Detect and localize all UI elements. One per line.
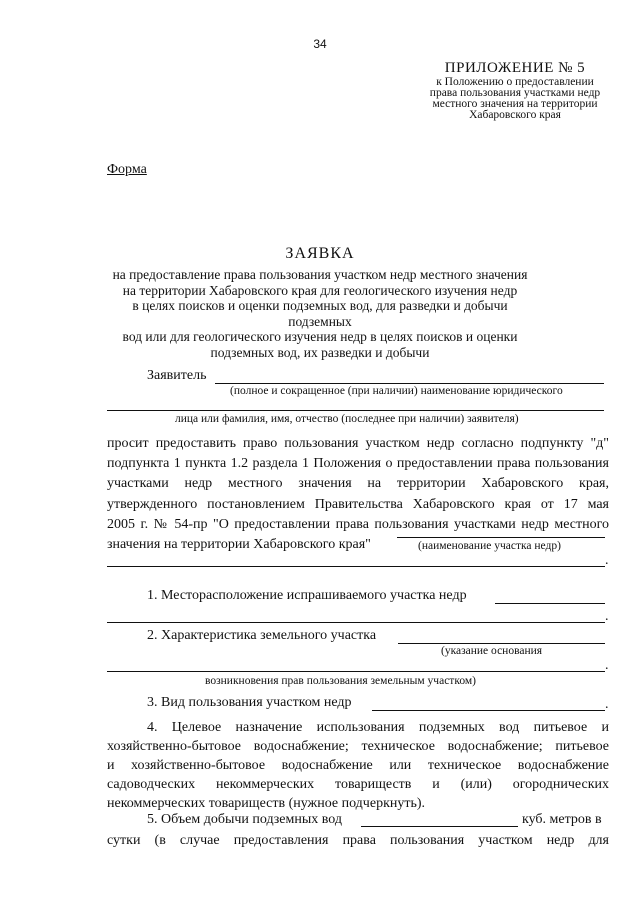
period: . [605, 609, 609, 624]
request-line: участками недр местного значения на территории Хабаровского края, [107, 476, 609, 492]
item4-line: садоводческих некоммерческих товариществ и (или) огороднических [107, 777, 609, 792]
item2-field[interactable] [398, 643, 605, 644]
item4-line: хозяйственно-бытовое водоснабжение; техническое водоснабжение; питьевое [107, 739, 609, 754]
page-number: 34 [313, 37, 327, 51]
document-subtitle [100, 267, 540, 360]
form-label: Форма [107, 162, 147, 177]
subtitle-line: на территории Хабаровского края для геологического изучения недр [122, 282, 518, 298]
item4-line: 4. Целевое назначение использования подземных вод питьевое и [147, 720, 609, 735]
period: . [605, 697, 609, 712]
item3-field[interactable] [372, 710, 605, 711]
item2-caption-2: возникновения прав пользования земельным участком) [205, 675, 476, 687]
item1-label: 1. Месторасположение испрашиваемого участка недр [147, 588, 467, 603]
appendix-block [420, 60, 610, 121]
item2-field-2[interactable] [107, 671, 605, 672]
request-line: подпункта 1 пункта 1.2 раздела 1 Положения о предоставлении права пользования [107, 456, 609, 472]
applicant-caption-2: лица или фамилия, имя, отчество (последнее при наличии) заявителя) [175, 413, 519, 425]
item3-label: 3. Вид пользования участком недр [147, 695, 352, 710]
request-line: 2005 г. № 54-пр "О предоставлении права пользования участками недр местного [107, 516, 609, 532]
item5-continuation [107, 831, 609, 851]
period: . [605, 553, 609, 568]
subtitle-line: на предоставление права пользования участком недр местного значения [112, 267, 528, 282]
item5-label: 5. Объем добычи подземных вод [147, 812, 343, 827]
item4-line: некоммерческих товариществ (нужное подчеркнуть). [107, 796, 426, 811]
appendix-line: Хабаровского края [469, 109, 561, 121]
request-line: значения на территории Хабаровского края" [107, 537, 371, 553]
appendix-line: к Положению о предоставлении [436, 76, 594, 88]
item1-field-2[interactable] [107, 622, 605, 623]
document-title: ЗАЯВКА [285, 245, 355, 262]
applicant-label: Заявитель [147, 368, 207, 383]
appendix-line: местного значения на территории [432, 98, 598, 110]
item5-line: сутки (в случае предоставления права пользования участком недр для [107, 833, 609, 848]
item5-volume-field[interactable] [361, 826, 518, 827]
appendix-line: права пользования участками недр [429, 87, 601, 99]
applicant-name-field[interactable] [215, 383, 604, 384]
item2-label: 2. Характеристика земельного участка [147, 628, 377, 643]
request-line: просит предоставить право пользования участком недр согласно подпункту "д" [107, 436, 609, 451]
appendix-heading: ПРИЛОЖЕНИЕ № 5 [444, 60, 586, 76]
subtitle-line: подземных вод, их разведки и добычи [210, 344, 430, 360]
item4-paragraph [107, 718, 609, 813]
period: . [605, 658, 609, 673]
subtitle-line: в целях поисков и оценки подземных вод, для разведки и добычи подземных [132, 298, 508, 329]
site-name-caption: (наименование участка недр) [418, 540, 561, 552]
item5-unit: куб. метров в [522, 812, 602, 827]
applicant-name-field-2[interactable] [107, 410, 604, 411]
subtitle-line: вод или для геологического изучения недр в целях поисков и оценки [122, 329, 518, 344]
site-name-field-2[interactable] [107, 566, 605, 567]
item2-caption-1: (указание основания [441, 645, 543, 657]
applicant-caption-1: (полное и сокращенное (при наличии) наименование юридического [230, 385, 563, 397]
site-name-field[interactable] [397, 537, 605, 538]
item4-line: и хозяйственно-бытовое водоснабжение или техническое водоснабжение [107, 758, 609, 773]
item1-field[interactable] [495, 603, 605, 604]
request-line: утвержденного постановлением Правительства Хабаровского края от 17 мая [107, 496, 609, 512]
